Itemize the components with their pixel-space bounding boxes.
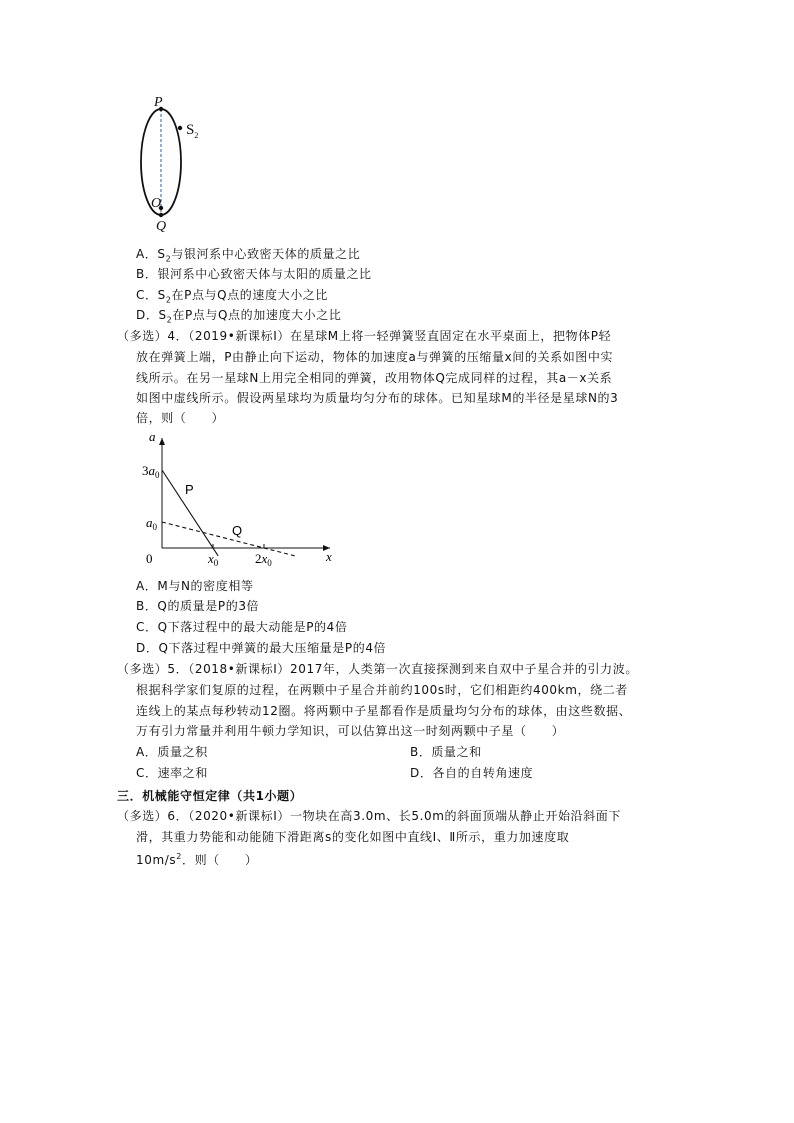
q5-text-line: （多选）5．（2018•新课标Ⅰ）2017年，人类第一次直接探测到来自双中子星合并的引力波。 [117, 662, 638, 676]
series-label-q: Q [232, 523, 243, 538]
x-tick-label: $x_0$ [208, 551, 219, 568]
y-axis-arrow [159, 438, 165, 445]
q4-text-line: 放在弹簧上端，P由静止向下运动，物体的加速度a与弹簧的压缩量x间的关系如图中实 [136, 350, 614, 364]
label-q: Q [156, 219, 167, 234]
point-s2 [178, 126, 182, 130]
option-letter: C． [136, 288, 158, 302]
a-x-chart [140, 428, 340, 568]
q4-text-line: 如图中虚线所示。假设两星球均为质量均匀分布的球体。已知星球M的半径是星球N的3 [136, 391, 619, 405]
series-line-q [162, 522, 295, 556]
label-s2-main: S [186, 122, 195, 138]
option-symbol-sub: 2 [165, 254, 172, 264]
q5-option[interactable]: D．各自的自转角速度 [410, 766, 534, 780]
q5-text-line: 根据科学家们复原的过程，在两颗中子星合并前约100s时，它们相距约400km，绕二者 [136, 683, 628, 697]
q5-option[interactable]: A．质量之积 [136, 745, 208, 759]
y-tick-label: $a_0$ [146, 515, 157, 532]
label-s2-sub: 2 [194, 131, 199, 140]
option-letter: B． [136, 267, 158, 281]
origin-label: 0 [146, 551, 153, 566]
q6-last-pre: 10m/s [136, 853, 177, 867]
q4-option[interactable]: A．M与N的密度相等 [136, 579, 254, 593]
label-o: O [151, 196, 162, 211]
option-text: 在P点与Q点的加速度大小之比 [172, 308, 342, 322]
option-text: 与银河系中心致密天体的质量之比 [171, 247, 361, 261]
option-letter: A． [136, 247, 158, 261]
label-p: P [154, 95, 163, 110]
x-axis-label: x [326, 549, 332, 564]
q4-text-line: 倍，则（ ） [136, 411, 225, 425]
label-s2 [186, 122, 198, 140]
point-q [159, 213, 163, 217]
q3-option[interactable] [136, 287, 328, 308]
q6-last-sup: 2 [176, 852, 182, 861]
y-tick-label: $3a_0$ [142, 463, 160, 480]
option-symbol-sub: 2 [165, 295, 172, 305]
q6-text-line: 滑，其重力势能和动能随下滑距离s的变化如图中直线Ⅰ、Ⅱ所示，重力加速度取 [136, 830, 570, 844]
option-text: 银河系中心致密天体与太阳的质量之比 [157, 267, 372, 281]
orbit-figure [135, 94, 215, 234]
q5-option[interactable]: C．速率之和 [136, 766, 208, 780]
q3-option[interactable] [136, 307, 341, 328]
y-axis-label: a [149, 429, 156, 444]
option-symbol-sub: 2 [166, 315, 173, 325]
x-tick-label: $2x_0$ [255, 551, 272, 568]
q5-text-line: 万有引力常量并利用牛顿力学知识，可以估算出这一时刻两颗中子星（ ） [136, 724, 565, 738]
section-heading: 三．机械能守恒定律（共1小题） [117, 789, 303, 803]
q4-text-line: 线所示。在另一星球N上用完全相同的弹簧，改用物体Q完成同样的过程，其a－x关系 [136, 371, 613, 385]
q6-text-line: （多选）6．（2020•新课标Ⅰ）一物块在高3.0m、长5.0m的斜面顶端从静止开始沿斜面下 [117, 809, 621, 823]
q5-option[interactable]: B．质量之和 [410, 745, 482, 759]
q3-option[interactable] [136, 266, 372, 287]
q5-text-line: 连线上的某点每秒转动12圈。将两颗中子星都看作是质量均匀分布的球体，由这些数据、 [136, 704, 632, 718]
q4-option[interactable]: C．Q下落过程中的最大动能是P的4倍 [136, 620, 348, 634]
option-symbol: S [158, 308, 167, 322]
q4-option[interactable]: B．Q的质量是P的3倍 [136, 599, 260, 613]
option-text: 在P点与Q点的速度大小之比 [171, 288, 328, 302]
option-symbol: S [157, 288, 166, 302]
q4-text-line: （多选）4．（2019•新课标Ⅰ）在星球M上将一轻弹簧竖直固定在水平桌面上，把物体P轻 [117, 329, 612, 343]
option-symbol: S [157, 247, 166, 261]
option-letter: D． [136, 308, 159, 322]
q6-last-line [136, 849, 258, 868]
q3-option[interactable] [136, 246, 360, 267]
q4-option[interactable]: D．Q下落过程中弹簧的最大压缩量是P的4倍 [136, 641, 387, 655]
q6-last-post: ．则（ ） [181, 853, 258, 867]
series-label-p: P [185, 482, 194, 497]
